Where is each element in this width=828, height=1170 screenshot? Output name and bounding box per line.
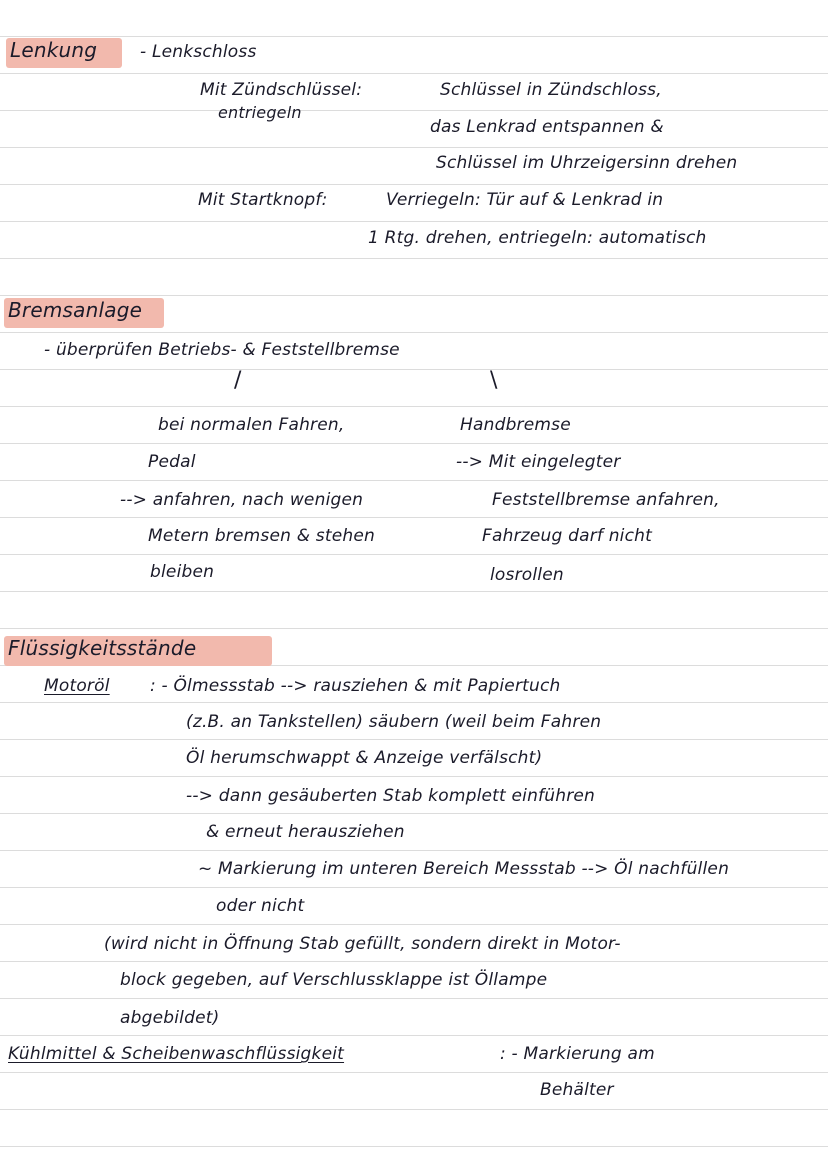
oel-line2: (z.B. an Tankstellen) säubern (weil beim Fahren — [186, 712, 602, 732]
heading-fluessigkeitsstaende: Flüssigkeitsstände — [8, 636, 197, 660]
zuend-text2: das Lenkrad entspannen & — [430, 117, 664, 137]
zuend-text1: Schlüssel in Zündschloss, — [440, 80, 662, 100]
kuehl-text2: Behälter — [540, 1080, 614, 1100]
branch-right-line: \ — [490, 368, 498, 393]
right-text2: --> Mit eingelegter — [456, 452, 621, 472]
zuend-label: Mit Zündschlüssel: — [200, 80, 363, 100]
right-text1: Handbremse — [460, 415, 571, 435]
heading-bremsanlage: Bremsanlage — [8, 298, 143, 322]
oel-line4: --> dann gesäuberten Stab komplett einführen — [186, 786, 596, 806]
motoroel-label: Motoröl — [44, 676, 110, 696]
oel-note1: (wird nicht in Öffnung Stab gefüllt, sondern direkt in Motor- — [104, 934, 621, 954]
oel-note2: block gegeben, auf Verschlussklappe ist Öllampe — [120, 970, 548, 990]
branch-left-line: / — [234, 368, 242, 393]
oel-line1: : - Ölmessstab --> rausziehen & mit Papiertuch — [150, 676, 561, 696]
oel-line6: ~ Markierung im unteren Bereich Messstab --> Öl nachfüllen — [198, 859, 730, 879]
bremse-check: - überprüfen Betriebs- & Feststellbremse — [44, 340, 400, 360]
left-text1: bei normalen Fahren, — [158, 415, 345, 435]
left-text5: bleiben — [150, 562, 215, 582]
oel-note3: abgebildet) — [120, 1008, 220, 1028]
left-text3: --> anfahren, nach wenigen — [120, 490, 364, 510]
heading-lenkung: Lenkung — [10, 38, 98, 62]
right-text3: Feststellbremse anfahren, — [492, 490, 720, 510]
zuend-text3: Schlüssel im Uhrzeigersinn drehen — [436, 153, 738, 173]
kuehl-text1: : - Markierung am — [500, 1044, 655, 1064]
oel-line3: Öl herumschwappt & Anzeige verfälscht) — [186, 748, 543, 768]
start-text2: 1 Rtg. drehen, entriegeln: automatisch — [368, 228, 707, 248]
oel-line5: & erneut herausziehen — [206, 822, 405, 842]
right-text4: Fahrzeug darf nicht — [482, 526, 652, 546]
lenkschloss: - Lenkschloss — [140, 42, 257, 62]
left-text2: Pedal — [148, 452, 196, 472]
oel-line7: oder nicht — [216, 896, 305, 916]
start-label: Mit Startknopf: — [198, 190, 328, 210]
entriegeln: entriegeln — [218, 103, 302, 122]
left-text4: Metern bremsen & stehen — [148, 526, 375, 546]
start-text1: Verriegeln: Tür auf & Lenkrad in — [386, 190, 664, 210]
right-text5: losrollen — [490, 565, 564, 585]
kuehl-label: Kühlmittel & Scheibenwaschflüssigkeit — [8, 1044, 345, 1064]
